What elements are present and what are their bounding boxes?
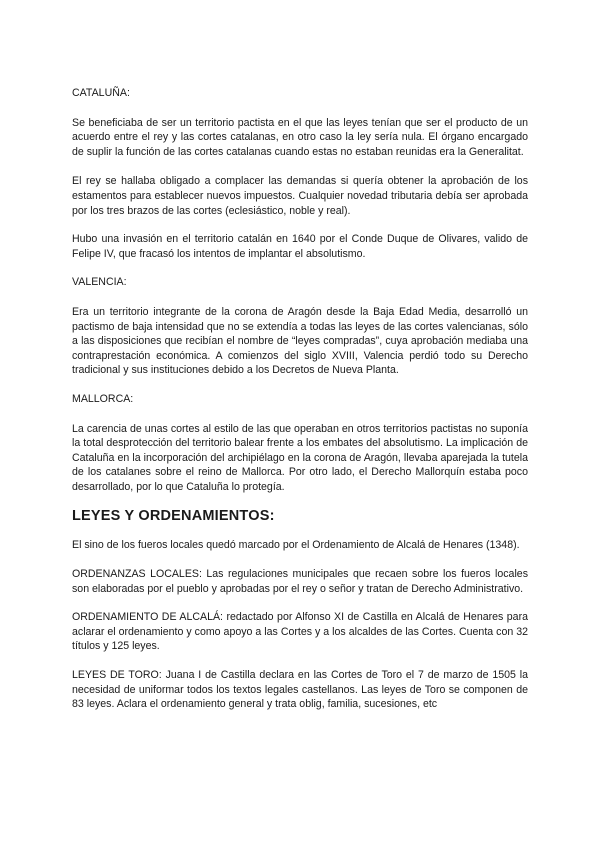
- paragraph-leyes-toro: LEYES DE TORO: Juana I de Castilla declara en las Cortes de Toro el 7 de marzo de 1505 la necesidad de uniformar todos los textos legales castellanos. Las leyes de Toro se componen de 83 leyes. Aclara el ordenamiento general y trata oblig, familia, sucesiones, etc: [72, 669, 528, 711]
- paragraph-ordenanzas-locales: ORDENANZAS LOCALES: Las regulaciones municipales que recaen sobre los fueros locales son elaboradas por el pueblo y aprobadas por el rey o señor y tratan de Derecho Administrativo.: [72, 568, 528, 595]
- section-heading-mallorca: MALLORCA:: [72, 392, 134, 405]
- paragraph-valencia-1: Era un territorio integrante de la corona de Aragón desde la Baja Edad Media, desarrolló un pactismo de baja intensidad que no se extendía a todas las leyes de las cortes valencianas, sólo a las disposiciones que recibían el nombre de “leyes compradas”, cuya aprobación mediaba una contraprestación económica. A comienzos del siglo XVIII, Valencia perdió todo su Derecho tradicional y sus instituciones debido a los Decretos de Nueva Planta.: [72, 305, 528, 377]
- document-page: [72, 86, 528, 712]
- section-title-leyes: LEYES Y ORDENAMIENTOS:: [72, 508, 275, 525]
- paragraph-cataluna-3: Hubo una invasión en el territorio catalán en 1640 por el Conde Duque de Olivares, valido de Felipe IV, que fracasó los intentos de implantar el absolutismo.: [72, 233, 528, 260]
- paragraph-leyes-1: El sino de los fueros locales quedó marcado por el Ordenamiento de Alcalá de Henares (1348).: [72, 539, 520, 552]
- paragraph-ordenamiento-alcala: ORDENAMIENTO DE ALCALÁ: redactado por Alfonso XI de Castilla en Alcalá de Henares para aclarar el ordenamiento y como apoyo a las Cortes y a los alcaldes de las Cortes. Cuenta con 32 títulos y 125 leyes.: [72, 611, 528, 653]
- section-heading-valencia: VALENCIA:: [72, 276, 127, 289]
- paragraph-cataluna-2: El rey se hallaba obligado a complacer las demandas si quería obtener la aprobación de los estamentos para establecer nuevos impuestos. Cualquier novedad tributaria debía ser aprobada por los tres brazos de las cortes (eclesiástico, noble y real).: [72, 175, 528, 217]
- section-heading-cataluna: CATALUÑA:: [72, 87, 130, 99]
- paragraph-mallorca-1: La carencia de unas cortes al estilo de las que operaban en otros territorios pactistas no suponía la total desprotección del territorio balear frente a los embates del absolutismo. La implicación de Cataluña en la incorporación del archipiélago en la corona de Aragón, llevaba aparejada la tutela de los catalanes sobre el reino de Mallorca. Por otro lado, el Derecho Mallorquín estaba poco desarrollado, por lo que Cataluña lo protegía.: [72, 422, 528, 493]
- paragraph-cataluna-1: Se beneficiaba de ser un territorio pactista en el que las leyes tenían que ser el producto de un acuerdo entre el rey y las cortes catalanas, en otro caso la ley sería nula. El órgano encargado de suplir la función de las cortes catalanas cuando estas no estaban reunidas era la Generalitat.: [72, 116, 528, 158]
